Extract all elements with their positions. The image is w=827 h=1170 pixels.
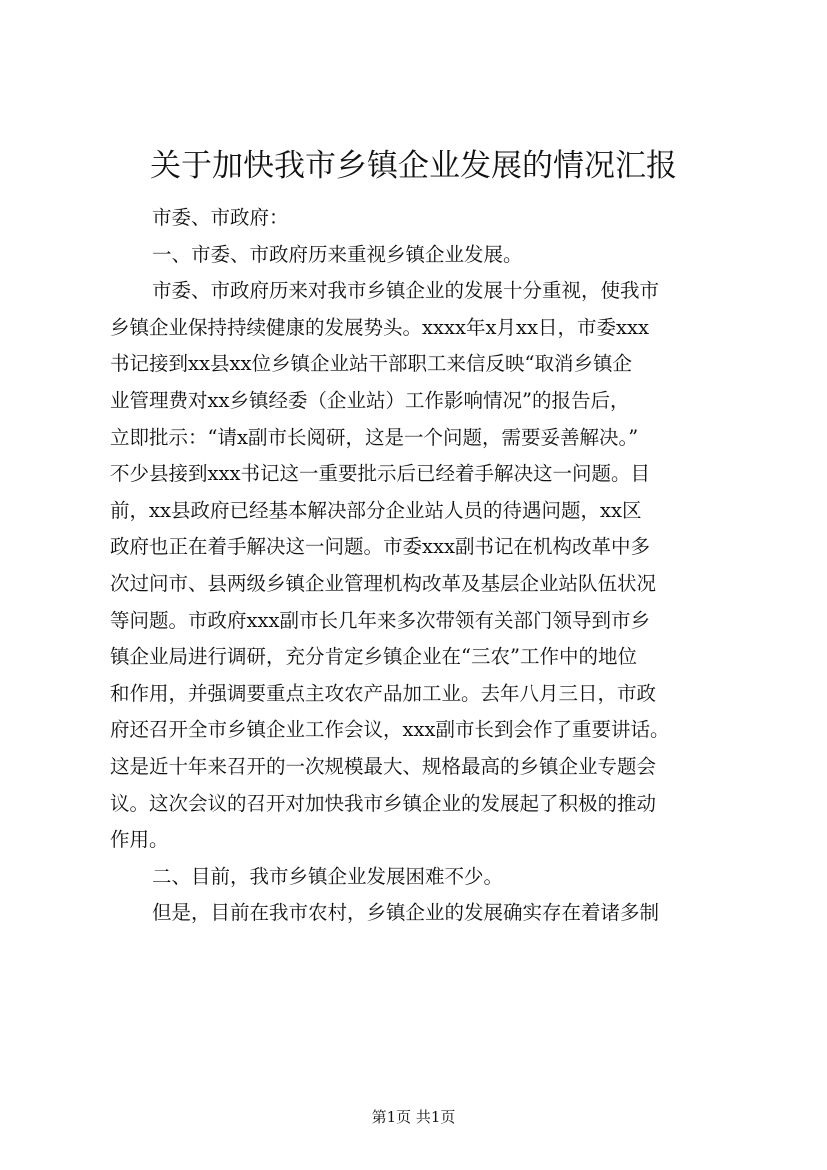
body-line: 次过问市、县两级乡镇企业管理机构改革及基层企业站队伍状况 — [110, 571, 657, 595]
body-line: 作用。 — [110, 828, 169, 852]
body-line: 镇企业局进行调研，充分肯定乡镇企业在“三农”工作中的地位 — [110, 645, 637, 669]
body-line: 立即批示：“请x副市长阅研，这是一个问题，需要妥善解决。” — [110, 425, 639, 449]
body-line: 一、市委、市政府历来重视乡镇企业发展。 — [152, 242, 523, 266]
body-line: 不少县接到xxx书记这一重要批示后已经着手解决这一问题。目 — [110, 462, 650, 486]
document-body — [110, 200, 730, 932]
body-line: 府还召开全市乡镇企业工作会议，xxx副市长到会作了重要讲话。 — [110, 718, 670, 742]
body-line: 政府也正在着手解决这一问题。市委xxx副书记在机构改革中多 — [110, 535, 650, 559]
body-line: 议。这次会议的召开对加快我市乡镇企业的发展起了积极的推动 — [110, 791, 657, 815]
page-footer: 第1页 共1页 — [371, 1108, 456, 1126]
body-line: 这是近十年来召开的一次规模最大、规格最高的乡镇企业专题会 — [110, 754, 657, 778]
body-line: 但是，目前在我市农村，乡镇企业的发展确实存在着诸多制 — [152, 901, 660, 925]
body-line: 前，xx县政府已经基本解决部分企业站人员的待遇问题，xx区 — [110, 498, 642, 522]
document-title: 关于加快我市乡镇企业发展的情况汇报 — [150, 148, 677, 184]
body-line: 等问题。市政府xxx副市长几年来多次带领有关部门领导到市乡 — [110, 608, 650, 632]
body-line: 和作用，并强调要重点主攻农产品加工业。去年八月三日，市政 — [110, 681, 657, 705]
body-line: 市委、市政府历来对我市乡镇企业的发展十分重视，使我市 — [152, 279, 660, 303]
body-line: 市委、市政府： — [152, 206, 289, 229]
body-line: 乡镇企业保持持续健康的发展势头。xxxx年x月xx日，市委xxx — [110, 315, 649, 339]
body-line: 二、目前，我市乡镇企业发展困难不少。 — [152, 864, 504, 888]
body-line: 书记接到xx县xx位乡镇企业站干部职工来信反映“取消乡镇企 — [110, 352, 632, 376]
body-line: 业管理费对xx乡镇经委（企业站）工作影响情况”的报告后， — [110, 388, 630, 412]
